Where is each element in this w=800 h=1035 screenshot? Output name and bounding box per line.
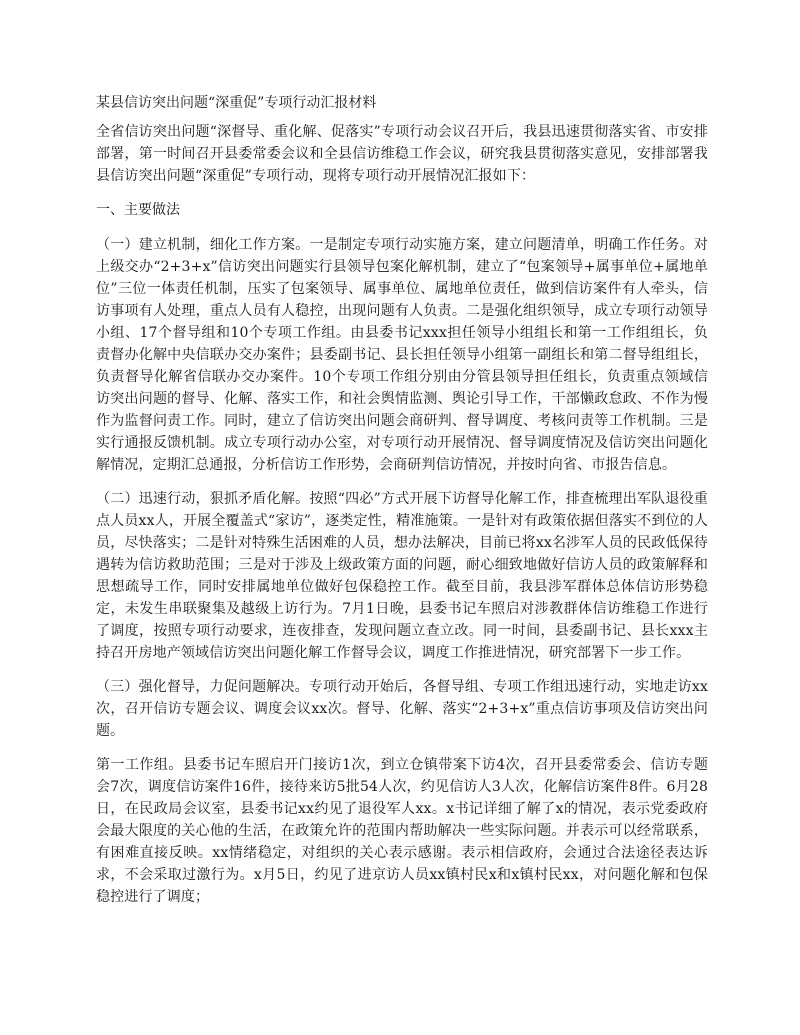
section-heading-main-practices: 一、主要做法 [96, 202, 180, 218]
paragraph-supervision: （三）强化督导，力促问题解决。专项行动开始后，各督导组、专项工作组迅速行动，实地走访xx次，召开信访专题会议、调度会议xx次。督导、化解、落实“2+3+x”重点信访事项及信访突出问题。 [96, 679, 708, 739]
paragraph-action: （二）迅速行动，狠抓矛盾化解。按照“四必”方式开展下访督导化解工作，排查梳理出军队退役重点人员xx人，开展全覆盖式“家访”，逐类定性，精准施策。一是针对有政策依据但落实不到位的人员，尽快落实；二是针对特殊生活困难的人员，想办法解决，目前已将xx名涉军人员的民政低保待遇转为信访救助范围；三是对于涉及上级政策方面的问题，耐心细致地做好信访人员的政策解释和思想疏导工作，同时安排属地单位做好包保稳控工作。截至目前，我县涉军群体总体信访形势稳定，未发生串联聚集及越级上访行为。7月1日晚，县委书记车照启对涉教群体信访维稳工作进行了调度，按照专项行动要求，连夜排查，发现问题立查立改。同一时间，县委副书记、县长xxx主持召开房地产领域信访突出问题化解工作督导会议，调度工作推进情况，研究部署下一步工作。 [96, 491, 708, 661]
paragraph-first-working-group: 第一工作组。县委书记车照启开门接访1次，到立仓镇带案下访4次，召开县委常委会、信访专题会7次，调度信访案件16件，接待来访5批54人次，约见信访人3人次，化解信访案件8件。6月28日，在民政局会议室，县委书记xx约见了退役军人xx。x书记详细了解了x的情况，表示党委政府会最大限度的关心他的生活，在政策允许的范围内帮助解决一些实际问题。并表示可以经常联系，有困难直接反映。xx情绪稳定，对组织的关心表示感谢。表示相信政府，会通过合法途径表达诉求，不会采取过激行为。x月5日，约见了进京访人员xx镇村民x和x镇村民xx，对问题化解和包保稳控进行了调度； [96, 757, 708, 905]
paragraph-mechanism: （一）建立机制，细化工作方案。一是制定专项行动实施方案，建立问题清单，明确工作任务。对上级交办“2+3+x”信访突出问题实行县领导包案化解机制，建立了“包案领导+属事单位+属地单位”三位一体责任机制，压实了包案领导、属事单位、属地单位责任，做到信访案件有人牵头，信访事项有人处理，重点人员有人稳控，出现问题有人负责。二是强化组织领导，成立专项行动领导小组、17个督导组和10个专项工作组。由县委书记xxx担任领导小组组长和第一工作组组长，负责督办化解中央信联办交办案件；县委副书记、县长担任领导小组第一副组长和第二督导组组长，负责督导化解省信联办交办案件。10个专项工作组分别由分管县领导担任组长，负责重点领域信访突出问题的督导、化解、落实工作，和社会舆情监测、舆论引导工作，干部懒政怠政、不作为慢作为监督问责工作。同时，建立了信访突出问题会商研判、督导调度、考核问责等工作机制。三是实行通报反馈机制。成立专项行动办公室，对专项行动开展情况、督导调度情况及信访突出问题化解情况，定期汇总通报，分析信访工作形势，会商研判信访情况，并按时向省、市报告信息。 [96, 237, 708, 473]
document-title: 某县信访突出问题“深重促”专项行动汇报材料 [96, 95, 377, 111]
intro-paragraph: 全省信访突出问题“深督导、重化解、促落实”专项行动会议召开后，我县迅速贯彻落实省、市安排部署，第一时间召开县委常委会议和全县信访维稳工作会议，研究我县贯彻落实意见，安排部署我县信访突出问题“深重促”专项行动，现将专项行动开展情况汇报如下： [96, 124, 708, 184]
document-page [96, 92, 708, 920]
